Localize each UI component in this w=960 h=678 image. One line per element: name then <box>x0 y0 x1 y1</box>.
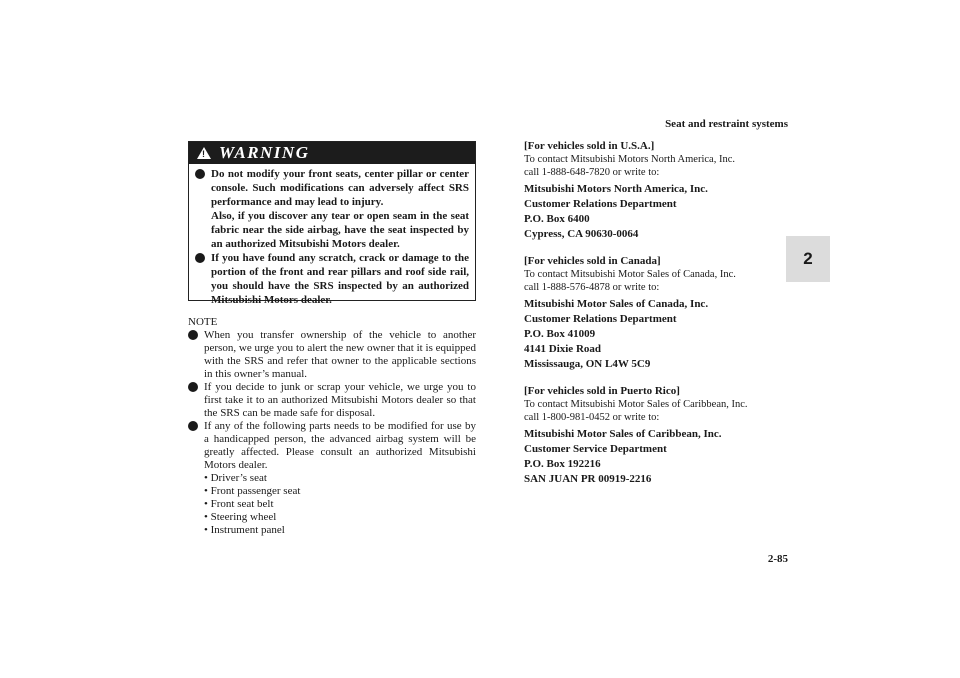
warning-text: Also, if you discover any tear or open seam in the seat fabric near the side airbag, have the seat inspected by an authorized Mitsubishi Motors dealer. <box>211 210 469 250</box>
bullet-icon <box>195 169 205 179</box>
list-item: • Driver’s seat <box>204 472 267 484</box>
warning-text: Do not modify your front seats, center pillar or center console. Such modifications can adversely affect SRS performance and may lead to injury. <box>211 168 469 208</box>
contact-line: To contact Mitsubishi Motor Sales of Canada, Inc. <box>524 269 736 280</box>
contact-phone: call 1-888-576-4878 or write to: <box>524 282 660 293</box>
address-line: P.O. Box 6400 <box>524 213 590 225</box>
address-line: Customer Relations Department <box>524 313 677 325</box>
note-item <box>188 329 476 381</box>
note-item <box>188 420 476 537</box>
section-title: Seat and restraint systems <box>665 118 788 130</box>
note-text: When you transfer ownership of the vehicle to another person, we urge you to alert the new owner that it is equipped with the SRS and refer that owner to the applicable sections in this owner’s manual. <box>204 329 476 380</box>
bullet-icon <box>195 253 205 263</box>
warning-item <box>195 251 469 307</box>
bullet-icon <box>188 421 198 431</box>
note-section <box>188 316 476 537</box>
page-number: 2-85 <box>767 553 788 565</box>
warning-title: WARNING <box>219 143 310 162</box>
address-line: 4141 Dixie Road <box>524 343 601 355</box>
region-heading: [For vehicles sold in Canada] <box>524 255 661 267</box>
contact-phone: call 1-888-648-7820 or write to: <box>524 167 660 178</box>
contact-line: To contact Mitsubishi Motors North America, Inc. <box>524 154 735 165</box>
list-item: • Front seat belt <box>204 498 274 510</box>
warning-box <box>188 141 476 306</box>
list-item: • Instrument panel <box>204 524 285 536</box>
contact-block-puerto-rico <box>524 385 764 487</box>
contacts-column <box>524 140 764 500</box>
address-line: Mitsubishi Motor Sales of Canada, Inc. <box>524 298 709 310</box>
address-line: Customer Service Department <box>524 443 667 455</box>
warning-text: If you have found any scratch, crack or damage to the portion of the front and rear pillars and roof side rail, you should have the SRS inspected by an authorized Mitsubishi Motors dealer. <box>211 252 469 306</box>
warning-triangle-icon: ! <box>197 147 211 159</box>
address-line: Mitsubishi Motor Sales of Caribbean, Inc. <box>524 428 722 440</box>
address-line: Mississauga, ON L4W 5C9 <box>524 358 651 370</box>
address-line: SAN JUAN PR 00919-2216 <box>524 473 652 485</box>
note-text: If any of the following parts needs to be modified for use by a handicapped person, the advanced airbag system will be greatly affected. Please consult an authorized Mitsubishi Motors dealer. <box>204 420 476 471</box>
note-label: NOTE <box>188 316 218 328</box>
contact-block-usa <box>524 140 764 242</box>
address-line: P.O. Box 41009 <box>524 328 596 340</box>
warning-item <box>195 167 469 251</box>
note-text: If you decide to junk or scrap your vehicle, we urge you to first take it to an authorized Mitsubishi Motors dealer so that the SRS can be made safe for disposal. <box>204 381 476 419</box>
chapter-tab: 2 <box>786 236 830 282</box>
bullet-icon <box>188 382 198 392</box>
contact-line: To contact Mitsubishi Motor Sales of Caribbean, Inc. <box>524 399 748 410</box>
contact-phone: call 1-800-981-0452 or write to: <box>524 412 660 423</box>
address-line: Cypress, CA 90630-0064 <box>524 228 639 240</box>
list-item: • Front passenger seat <box>204 485 301 497</box>
list-item: • Steering wheel <box>204 511 277 523</box>
address-line: P.O. Box 192216 <box>524 458 601 470</box>
region-heading: [For vehicles sold in U.S.A.] <box>524 140 655 152</box>
warning-header <box>189 142 475 164</box>
bullet-icon <box>188 330 198 340</box>
note-item <box>188 381 476 420</box>
region-heading: [For vehicles sold in Puerto Rico] <box>524 385 680 397</box>
address-line: Mitsubishi Motors North America, Inc. <box>524 183 708 195</box>
address-line: Customer Relations Department <box>524 198 677 210</box>
contact-block-canada <box>524 255 764 372</box>
parts-list <box>204 472 476 537</box>
